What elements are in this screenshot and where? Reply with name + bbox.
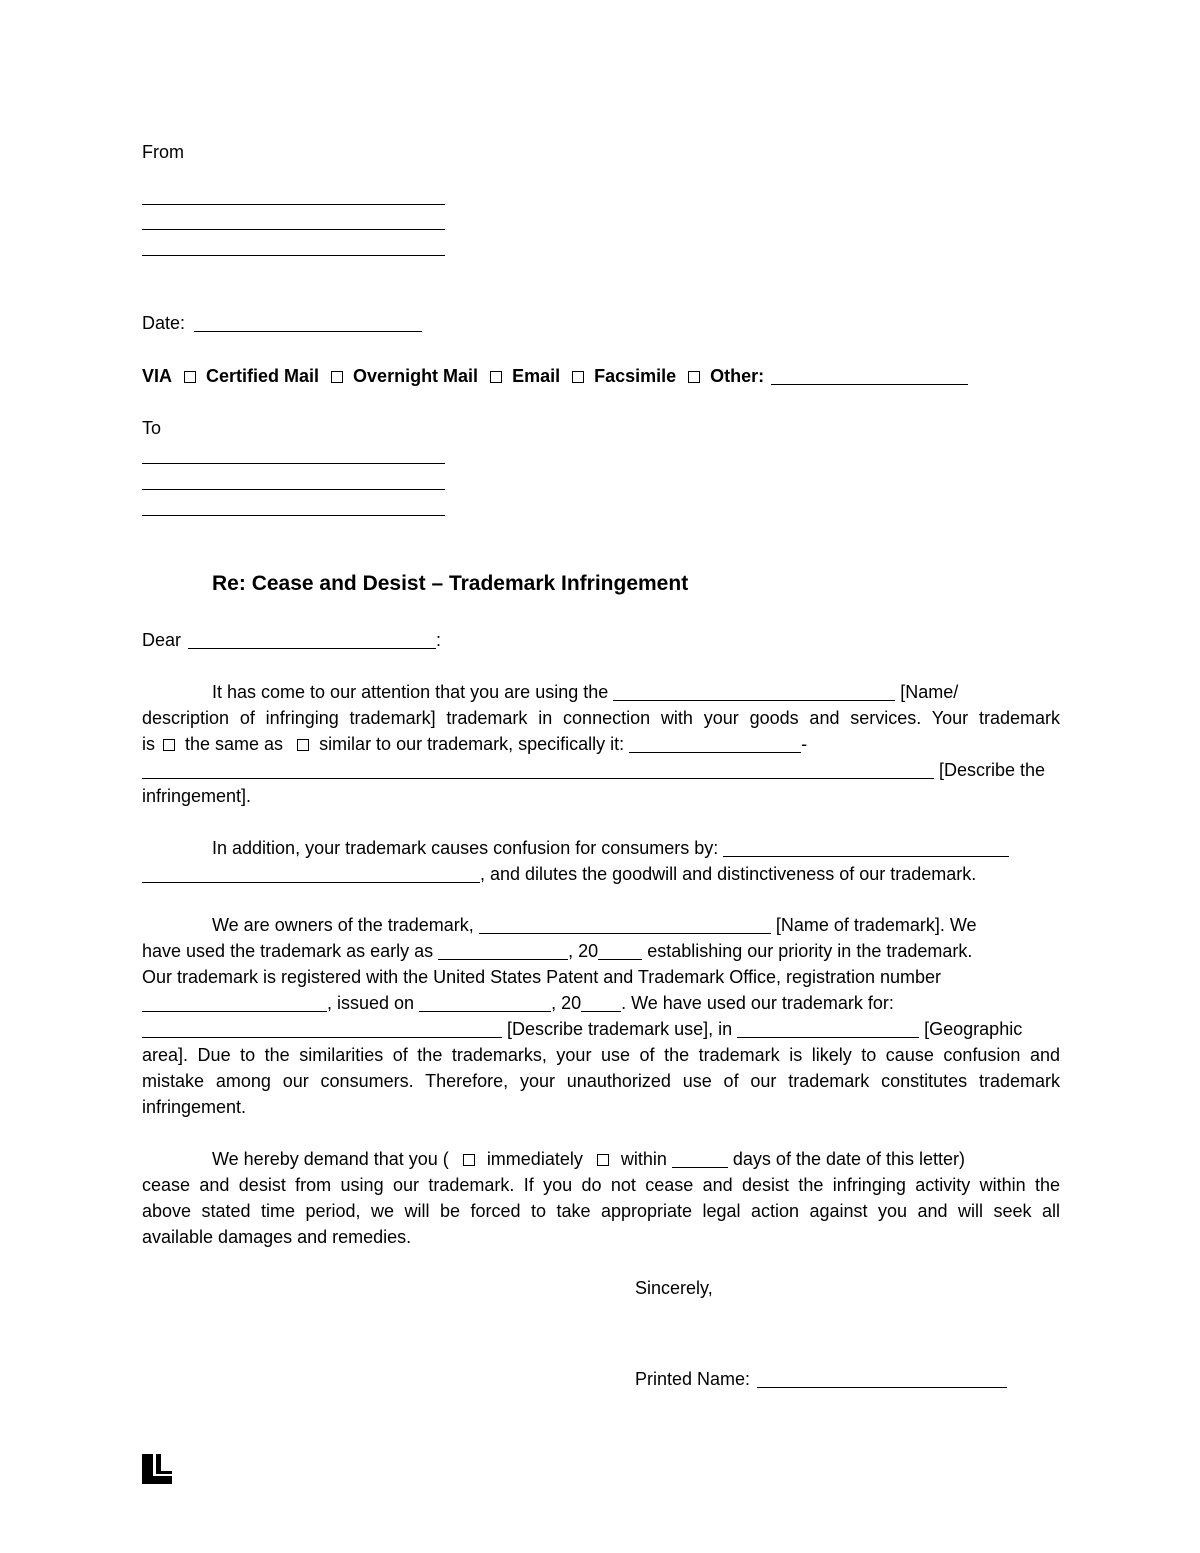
option-immediately: immediately: [486, 1149, 583, 1169]
via-option-email: Email: [512, 366, 561, 386]
checkbox-email[interactable]: [490, 371, 502, 383]
trademark-use-field[interactable]: [142, 1019, 502, 1038]
date-field[interactable]: [194, 313, 422, 332]
printed-name-label: Printed Name:: [635, 1369, 751, 1389]
checkbox-overnight-mail[interactable]: [331, 371, 343, 383]
re-prefix: Re:: [212, 572, 246, 595]
checkbox-same-as[interactable]: [163, 739, 175, 751]
p3-geographic-text: [Geographic: [924, 1019, 1023, 1039]
p3-priority-text: establishing our priority in the trademark.: [647, 941, 973, 961]
salutation-colon: :: [436, 630, 442, 650]
p1-text-a: It has come to our attention that you are using the: [212, 682, 609, 702]
from-line-2[interactable]: [142, 229, 445, 230]
p3-text-a: We are owners of the trademark,: [212, 915, 474, 935]
p4-line-2: cease and desist from using our trademark. If you do not cease and desist the infringing activity within the: [142, 1175, 1060, 1195]
specifically-field[interactable]: [629, 734, 801, 753]
p3-line-6: area]. Due to the similarities of the trademarks, your use of the trademark is likely to cause confusion and: [142, 1045, 1060, 1065]
via-row: [142, 366, 968, 387]
p3-used-for-text: . We have used our trademark for:: [621, 993, 894, 1013]
p3-early-text: have used the trademark as early as: [142, 941, 434, 961]
recipient-name-field[interactable]: [188, 630, 436, 649]
checkbox-other[interactable]: [688, 371, 700, 383]
date-row: [142, 313, 422, 334]
p1-is: is: [142, 734, 155, 754]
confusion-field-2[interactable]: [142, 864, 480, 883]
p4-text-a: We hereby demand that you (: [212, 1149, 449, 1169]
issued-date-field[interactable]: [419, 993, 551, 1012]
from-line-1[interactable]: [142, 204, 445, 205]
from-label: From: [142, 142, 184, 162]
p2-text: In addition, your trademark causes confusion for consumers by:: [212, 838, 719, 858]
option-same-as: the same as: [185, 734, 284, 754]
paragraph-1: [142, 679, 1060, 809]
checkbox-similar-to[interactable]: [297, 739, 309, 751]
describe-infringement-field[interactable]: [142, 760, 934, 779]
p4-line-4: available damages and remedies.: [142, 1227, 412, 1247]
checkbox-within[interactable]: [597, 1154, 609, 1166]
printed-name-row: [635, 1369, 1007, 1390]
paragraph-3: [142, 912, 1060, 1120]
via-label: VIA: [142, 366, 173, 386]
date-label: Date:: [142, 313, 186, 333]
to-line-1[interactable]: [142, 463, 445, 464]
first-use-date-field[interactable]: [438, 941, 568, 960]
p3-line-7: mistake among our consumers. Therefore, your unauthorized use of our trademark constitutes trademark: [142, 1071, 1060, 1091]
re-subject: Cease and Desist – Trademark Infringement: [251, 572, 689, 595]
brand-logo-icon: [142, 1454, 172, 1484]
salutation: [142, 630, 441, 651]
confusion-field-1[interactable]: [723, 838, 1009, 857]
issued-year-field[interactable]: [581, 993, 621, 1012]
via-option-certified-mail: Certified Mail: [206, 366, 320, 386]
via-option-other: Other:: [710, 366, 765, 386]
p1-line-5: infringement].: [142, 786, 252, 806]
p1-line-2: description of infringing trademark] trademark in connection with your goods and services. Your trademark: [142, 708, 1060, 728]
p4-text-b: days of the date of this letter): [732, 1149, 966, 1169]
p3-issued-text: , issued on: [327, 993, 415, 1013]
p1-dash: -: [801, 734, 808, 754]
to-label: To: [142, 418, 162, 438]
dear-label: Dear: [142, 630, 182, 650]
p1-text-b: [Name/: [900, 682, 959, 702]
p2-line-2: , and dilutes the goodwill and distinctiveness of our trademark.: [480, 864, 977, 884]
first-use-year-field[interactable]: [598, 941, 642, 960]
printed-name-field[interactable]: [757, 1369, 1007, 1388]
p3-line-8: infringement.: [142, 1097, 247, 1117]
closing: Sincerely,: [635, 1278, 713, 1298]
days-field[interactable]: [672, 1149, 728, 1168]
p3-line-3: Our trademark is registered with the United States Patent and Trademark Office, registration number: [142, 967, 942, 987]
re-line: [212, 572, 688, 596]
paragraph-2: [142, 835, 1060, 887]
paragraph-4: [142, 1146, 1060, 1250]
p3-text-b: [Name of trademark]. We: [775, 915, 977, 935]
option-within: within: [620, 1149, 667, 1169]
to-line-3[interactable]: [142, 515, 445, 516]
p4-line-3: above stated time period, we will be forced to take appropriate legal action against you and will seek all: [142, 1201, 1060, 1221]
registration-number-field[interactable]: [142, 993, 327, 1012]
via-option-facsimile: Facsimile: [594, 366, 677, 386]
our-trademark-name-field[interactable]: [479, 915, 771, 934]
checkbox-facsimile[interactable]: [572, 371, 584, 383]
checkbox-immediately[interactable]: [463, 1154, 475, 1166]
via-option-overnight-mail: Overnight Mail: [353, 366, 479, 386]
p3-year-prefix: , 20: [568, 941, 599, 961]
from-line-3[interactable]: [142, 255, 445, 256]
p1-describe-label: [Describe the: [939, 760, 1046, 780]
checkbox-certified-mail[interactable]: [184, 371, 196, 383]
option-similar-to: similar to our trademark, specifically it:: [319, 734, 625, 754]
via-other-field[interactable]: [771, 366, 968, 385]
p3-year-prefix-2: , 20: [551, 993, 582, 1013]
geographic-area-field[interactable]: [737, 1019, 919, 1038]
p3-use-text: [Describe trademark use], in: [507, 1019, 733, 1039]
to-line-2[interactable]: [142, 489, 445, 490]
infringing-trademark-field[interactable]: [613, 682, 895, 701]
